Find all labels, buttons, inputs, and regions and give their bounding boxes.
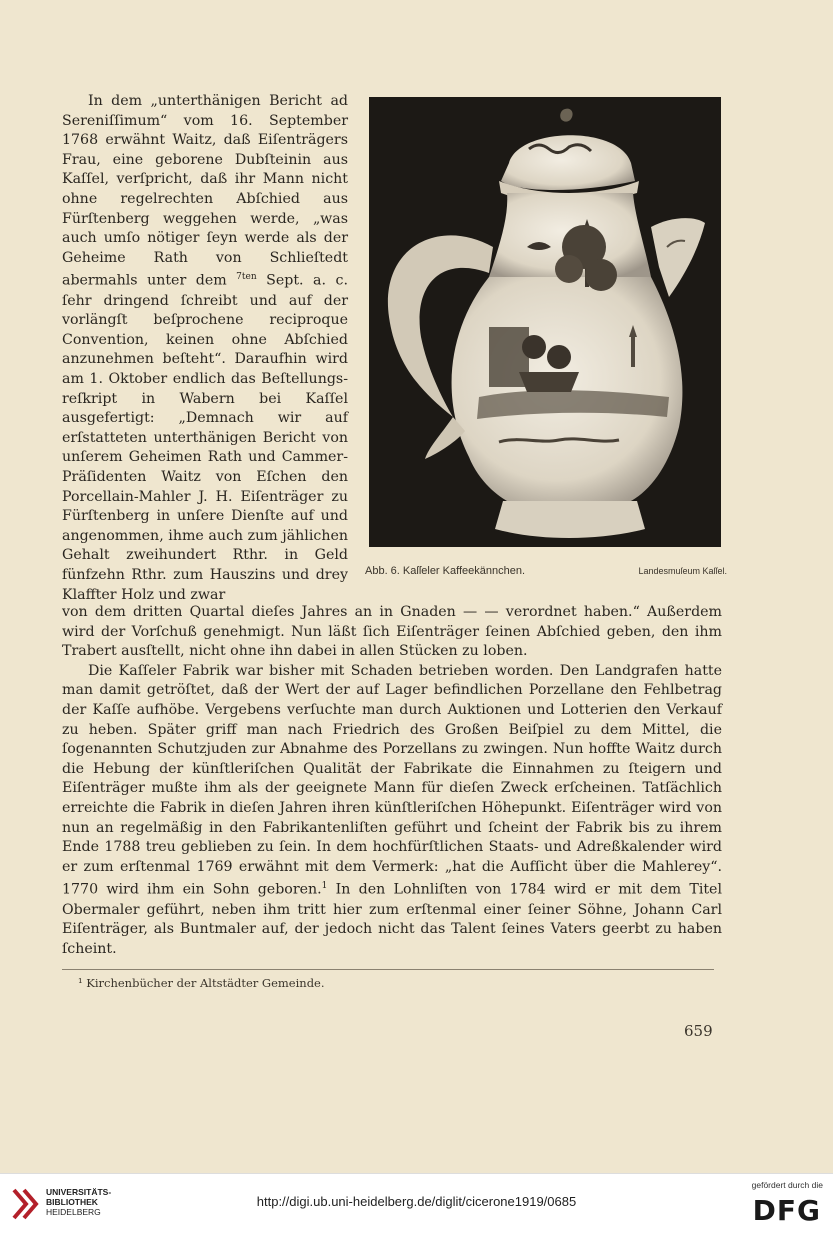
figure-caption [365, 565, 727, 577]
paragraph-1 [62, 92, 348, 605]
funding-note: gefördert durch die [751, 1180, 823, 1190]
page-url-link[interactable]: http://digi.ub.uni-heidelberg.de/diglit/cicerone1919/0685 [256, 1194, 577, 1209]
paragraph-1-continuation: von dem dritten Quartal dieſes Jahres an in Gnaden — — verordnet haben.“ Außerdem wird der Vorſchuß genehmigt. Nun läßt ſich Eiſenträger ſeinen Abſchied geben, den ihm Trabert ausſtellt, nicht ohne ihn dabei in allen Stücken zu loben. [62, 604, 722, 660]
left-text-column [62, 92, 348, 605]
footnote-divider [62, 969, 714, 970]
institution-line-1: UNIVERSITÄTS- [46, 1187, 112, 1197]
dfg-logo: DFG [752, 1194, 821, 1227]
institution-line-3: HEIDELBERG [46, 1207, 101, 1217]
caption-credit: Landesmuſeum Kaſſel. [638, 566, 727, 576]
paragraph-1-text-b: Sept. a. c. ſehr dringend ſchreibt und auf der vorlängſt beſprochene reciproque Convention, keinen ohne Abſchied anzunehmen beſteht“. Daraufhin wird am 1. Oktober endlich das Beſtellungsreſkript in Wabern bei Kaſſel ausgefertigt: „Demnach wir auf erſstatteten unterthänigen Bericht von unſerem Geheimen Rath und Cammer-Präſidenten Waitz von Eſchen den Porcellain-Mahler J. H. Eiſenträger zu Fürſtenberg in unſere Dienſte auf und angenommen, ihme auch zum jählichen Gehalt zweihundert Rthr. in Geld fünfzehn Rthr. zum Hauszins und drey Klaffter Holz und zwar [62, 273, 348, 603]
footnote: ¹ Kirchenbücher der Altstädter Gemeinde. [78, 976, 325, 990]
institution-line-2: BIBLIOTHEK [46, 1197, 98, 1207]
superscript-date: 7ten [236, 272, 257, 283]
viewer-footer [0, 1173, 833, 1233]
footnote-reference: 1 [321, 881, 328, 892]
paragraph-1-text-a: In dem „unterthänigen Bericht ad Sereniſſimum“ vom 16. September 1768 erwähnt Waitz, daß Eiſenträgers Frau, eine geborene Dubſteinin aus Kaſſel, verſpricht, daß ihr Mann nicht ohne regelrechten Abſchied aus Fürſtenberg weggehen werde, „was auch umſo nötiger ſeyn werde als der Geheime Rath von Schlieſtedt abermahls unter dem [62, 93, 348, 290]
page-number: 659 [684, 1022, 713, 1040]
coffee-pot-photograph [369, 97, 721, 547]
paragraph-2 [62, 662, 722, 960]
full-width-text [62, 603, 722, 959]
caption-title: Abb. 6. Kaſſeler Kaffeekännchen. [365, 565, 526, 577]
paragraph-2-text-b: In den Lohnliſten von 1784 wird er mit dem Titel Obermaler geführt, neben ihm tritt hier zum erſtenmal einer ſeiner Söhne, Johann Carl Eiſenträger, als Buntmaler auf, der jedoch nicht das Talent ſeines Vaters geerbt zu haben ſcheint. [62, 882, 722, 957]
paragraph-2-text-a: Die Kaſſeler Fabrik war bisher mit Schaden betrieben worden. Den Landgrafen hatte man damit getröſtet, daß der Wert der auf Lager befindlichen Porzellane den Fehlbetrag der Kaſſe aufhöbe. Vergebens verſuchte man durch Auktionen und Lotterien den Verkauf zu heben. Später griff man nach Friedrich des Großen Beiſpiel zu dem Mittel, die ſogenannten Schutzjuden zur Abnahme des Porzellans zu zwingen. Nun hoffte Waitz durch die Hebung der künſtleriſchen Qualität der Fabrikate die Einnahmen zu ſteigern und Eiſenträger mußte ihm als der geeignete Mann für dieſen Zweck erſcheinen. Tatſächlich erreichte die Fabrik in dieſen Jahren ihren künſtleriſchen Höhepunkt. Eiſenträger wird von nun an regelmäßig in den Fabrikantenliſten geführt und ſcheint der Fabrik bis zu ihrem Ende 1788 treu geblieben zu ſein. In dem hochfürſtlichen Staats- und Adreßkalender wird er zum erſtenmal 1769 erwähnt mit dem Vermerk: „hat die Aufſicht über die Mahlerey“. 1770 wird ihm ein Sohn geboren. [62, 662, 722, 899]
coffee-pot-illustration [369, 97, 721, 547]
